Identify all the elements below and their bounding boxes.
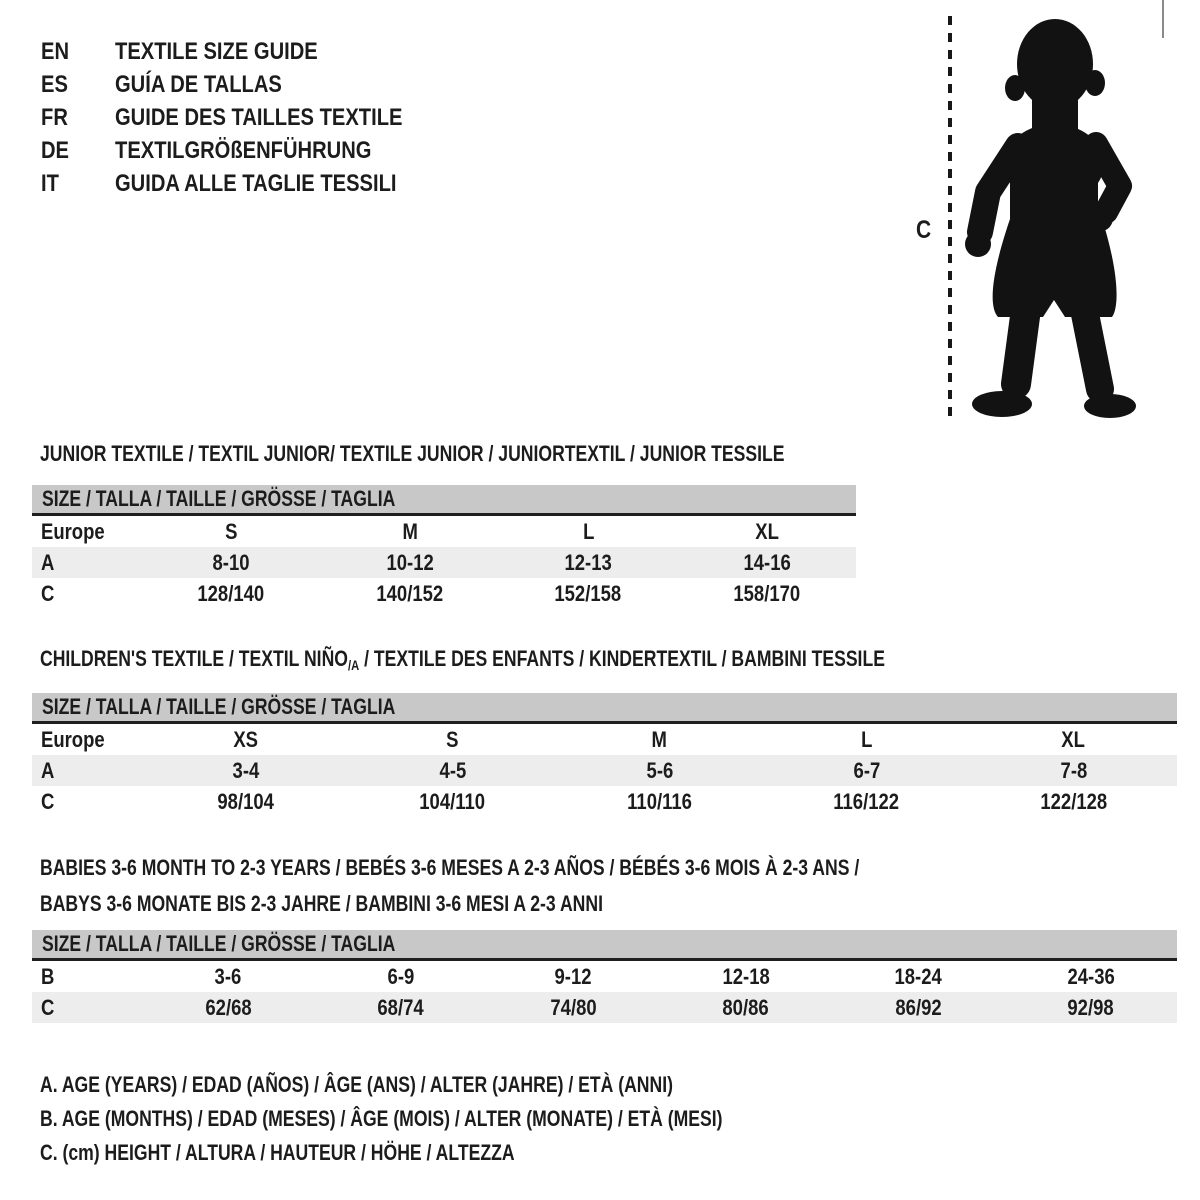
children-section-title xyxy=(40,646,1096,673)
children-section-title-text: CHILDREN'S TEXTILE / TEXTIL $NIÑO_{/A}$ / TEXTILE DES ENFANTS / KINDERTEXTIL / BAMBINI TESSILE xyxy=(40,646,885,673)
babies-title-line1: BABIES 3-6 MONTH TO 2-3 YEARS / BEBÉS 3-6 MESES A 2-3 AÑOS / BÉBÉS 3-6 MOIS À 2-3 ANS / xyxy=(40,855,860,880)
value-cell: 8-10 xyxy=(212,549,250,575)
value-cell: 116/122 xyxy=(833,788,900,814)
value-cell: 7-8 xyxy=(1060,757,1087,783)
table-row-height xyxy=(32,992,1177,1023)
value-cell: 68/74 xyxy=(377,994,424,1020)
babies-section-title xyxy=(40,850,1064,922)
value-cell: 80/86 xyxy=(722,994,769,1020)
legend-line-b: B. AGE (MONTHS) / EDAD (MESES) / ÂGE (MOIS) / ALTER (MONATE) / ETÀ (MESI) xyxy=(40,1106,723,1131)
size-header-bar xyxy=(32,485,856,513)
value-cell: 140/152 xyxy=(376,580,444,606)
value-cell: 12-18 xyxy=(722,963,770,989)
size-header-label: SIZE / TALLA / TAILLE / GRÖSSE / TAGLIA xyxy=(42,931,396,956)
size-cell: XS xyxy=(233,726,258,752)
value-cell: 128/140 xyxy=(197,580,265,606)
guide-title-fr: GUIDE DES TAILLES TEXTILE xyxy=(115,103,403,131)
value-cell: 122/128 xyxy=(1040,788,1107,814)
table-row-age xyxy=(32,547,856,578)
measurement-legend xyxy=(40,1068,893,1170)
language-row xyxy=(41,134,457,167)
size-cell: S xyxy=(225,518,238,544)
size-cell: L xyxy=(860,726,873,752)
table-row-europe xyxy=(32,516,856,547)
language-row xyxy=(41,35,457,68)
guide-title-it: GUIDA ALLE TAGLIE TESSILI xyxy=(115,169,397,197)
language-code: EN xyxy=(41,37,70,65)
row-label-cell: A xyxy=(41,757,55,783)
value-cell: 74/80 xyxy=(550,994,597,1020)
language-code: DE xyxy=(41,136,70,164)
row-label-cell: Europe xyxy=(41,726,105,752)
top-right-edge-line xyxy=(1162,0,1164,38)
table-row-age-months xyxy=(32,961,1177,992)
value-cell: 92/98 xyxy=(1067,994,1114,1020)
size-cell: XL xyxy=(754,518,779,544)
value-cell: 6-7 xyxy=(853,757,880,783)
babies-title-line2: BABYS 3-6 MONATE BIS 2-3 JAHRE / BAMBINI 3-6 MESI A 2-3 ANNI xyxy=(40,891,603,916)
legend-line-c: C. (cm) HEIGHT / ALTURA / HAUTEUR / HÖHE / ALTEZZA xyxy=(40,1140,515,1165)
value-cell: 14-16 xyxy=(743,549,791,575)
junior-size-table xyxy=(32,485,856,609)
size-header-label: SIZE / TALLA / TAILLE / GRÖSSE / TAGLIA xyxy=(42,694,396,719)
value-cell: 10-12 xyxy=(386,549,434,575)
value-cell: 9-12 xyxy=(554,963,592,989)
value-cell: 98/104 xyxy=(217,788,274,814)
row-label-cell: C xyxy=(41,994,55,1020)
junior-section-title xyxy=(40,441,971,467)
table-row-europe xyxy=(32,724,1177,755)
size-header-label: SIZE / TALLA / TAILLE / GRÖSSE / TAGLIA xyxy=(42,486,396,511)
guide-title-es: GUÍA DE TALLAS xyxy=(115,70,282,98)
value-cell: 6-9 xyxy=(387,963,415,989)
language-row xyxy=(41,101,457,134)
row-label-cell: Europe xyxy=(41,518,105,544)
size-cell: M xyxy=(402,518,418,544)
guide-title-en: TEXTILE SIZE GUIDE xyxy=(115,37,318,65)
size-cell: L xyxy=(582,518,594,544)
toddler-silhouette xyxy=(960,14,1146,420)
legend-line-a: A. AGE (YEARS) / EDAD (AÑOS) / ÂGE (ANS) / ALTER (JAHRE) / ETÀ (ANNI) xyxy=(40,1072,673,1097)
height-measure-dashed-line xyxy=(948,16,952,416)
height-measure-label: C xyxy=(916,216,932,244)
table-row-age xyxy=(32,755,1177,786)
value-cell: 4-5 xyxy=(439,757,466,783)
value-cell: 104/110 xyxy=(419,788,486,814)
guide-title-de: TEXTILGRÖßENFÜHRUNG xyxy=(115,136,372,164)
size-header-bar xyxy=(32,930,1177,958)
value-cell: 5-6 xyxy=(646,757,673,783)
nino-a-subscript: /A xyxy=(347,657,360,673)
language-row xyxy=(41,68,457,101)
row-label-cell: A xyxy=(41,549,55,575)
value-cell: 110/116 xyxy=(627,788,692,814)
size-header-bar xyxy=(32,693,1177,721)
row-label-cell: C xyxy=(41,788,55,814)
table-row-height xyxy=(32,786,1177,817)
babies-size-table xyxy=(32,930,1177,1023)
language-title-list xyxy=(41,35,457,200)
value-cell: 62/68 xyxy=(205,994,252,1020)
size-cell: M xyxy=(651,726,668,752)
value-cell: 86/92 xyxy=(895,994,942,1020)
size-cell: S xyxy=(446,726,459,752)
value-cell: 3-4 xyxy=(232,757,259,783)
junior-section-title-text: JUNIOR TEXTILE / TEXTIL JUNIOR/ TEXTILE JUNIOR / JUNIORTEXTIL / JUNIOR TESSILE xyxy=(40,441,785,466)
language-row xyxy=(41,167,457,200)
size-cell: XL xyxy=(1061,726,1086,752)
language-code: ES xyxy=(41,70,68,98)
value-cell: 158/170 xyxy=(733,580,801,606)
row-label-cell: B xyxy=(41,963,55,989)
children-size-table xyxy=(32,693,1177,817)
language-code: IT xyxy=(41,169,59,197)
value-cell: 18-24 xyxy=(894,963,942,989)
value-cell: 3-6 xyxy=(214,963,242,989)
table-row-height xyxy=(32,578,856,609)
value-cell: 12-13 xyxy=(564,549,612,575)
value-cell: 24-36 xyxy=(1067,963,1115,989)
row-label-cell: C xyxy=(41,580,55,606)
language-code: FR xyxy=(41,103,68,131)
value-cell: 152/158 xyxy=(554,580,622,606)
